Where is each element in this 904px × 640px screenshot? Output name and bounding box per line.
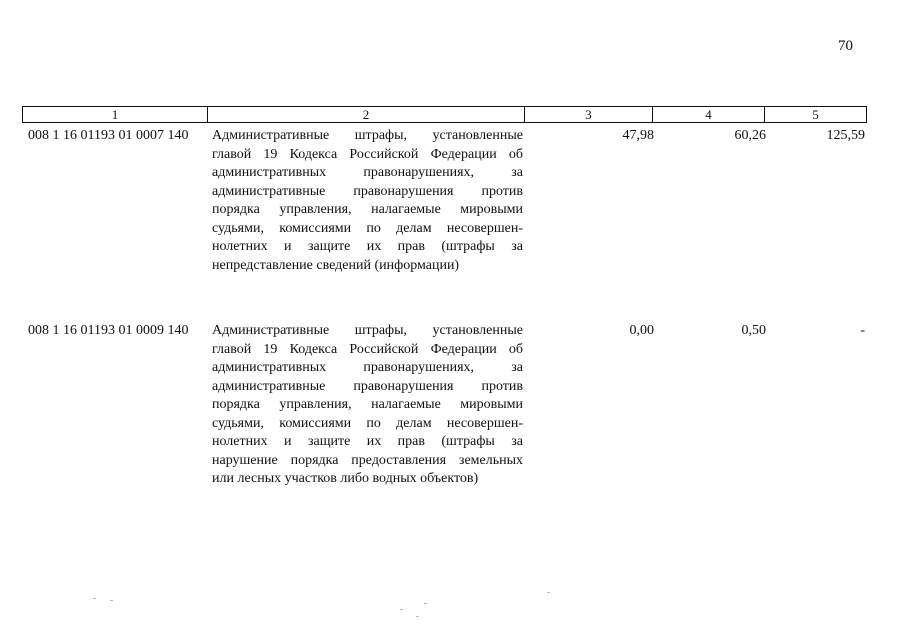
row-value-col-4: 60,26: [734, 128, 766, 143]
description-line: административных правонарушениях, за: [212, 165, 523, 180]
description-line: судьями, комиссиями по делам несовершен-: [212, 220, 523, 236]
scan-speck: [93, 598, 96, 599]
scan-speck: [416, 616, 419, 617]
header-col-4: 4: [653, 107, 765, 122]
description-line: непредставление сведений (информации): [212, 257, 460, 273]
row-description: [212, 322, 523, 489]
description-line: главой 19 Кодекса Российской Федерации об: [212, 341, 523, 357]
row-value-col-5: 125,59: [826, 128, 865, 143]
row-description: [212, 127, 523, 275]
row-value-col-5: -: [860, 323, 865, 338]
description-line: административных правонарушениях, за: [212, 360, 523, 375]
description-line: Административные штрафы, установленные: [212, 323, 523, 338]
description-line: судьями, комиссиями по делам несовершен-: [212, 415, 523, 431]
header-col-2: 2: [208, 107, 525, 122]
row-code: 008 1 16 01193 01 0009 140: [28, 323, 189, 338]
description-line: главой 19 Кодекса Российской Федерации об: [212, 146, 523, 162]
description-line: административные правонарушения против: [212, 378, 523, 394]
description-line: или лесных участков либо водных объектов): [212, 471, 479, 486]
description-line: нолетних и защите их прав (штрафы за: [212, 239, 523, 254]
page-number: 70: [838, 38, 853, 54]
row-value-col-3: 0,00: [629, 323, 654, 338]
row-value-col-4: 0,50: [741, 323, 766, 338]
scan-speck: [424, 603, 427, 604]
description-line: порядка управления, налагаемые мировыми: [212, 202, 523, 217]
description-line: нарушение порядка предоставления земельных: [212, 452, 523, 468]
header-col-3: 3: [525, 107, 653, 122]
table-header: [22, 106, 867, 123]
header-col-1: 1: [23, 107, 208, 122]
scan-speck: [547, 592, 550, 593]
scan-speck: [400, 609, 403, 610]
row-value-col-3: 47,98: [622, 128, 654, 143]
description-line: Административные штрафы, установленные: [212, 128, 523, 143]
description-line: порядка управления, налагаемые мировыми: [212, 397, 523, 412]
scan-speck: [110, 600, 113, 601]
header-col-5: 5: [812, 107, 819, 122]
row-code: 008 1 16 01193 01 0007 140: [28, 128, 189, 143]
description-line: административные правонарушения против: [212, 183, 523, 199]
description-line: нолетних и защите их прав (штрафы за: [212, 434, 523, 449]
